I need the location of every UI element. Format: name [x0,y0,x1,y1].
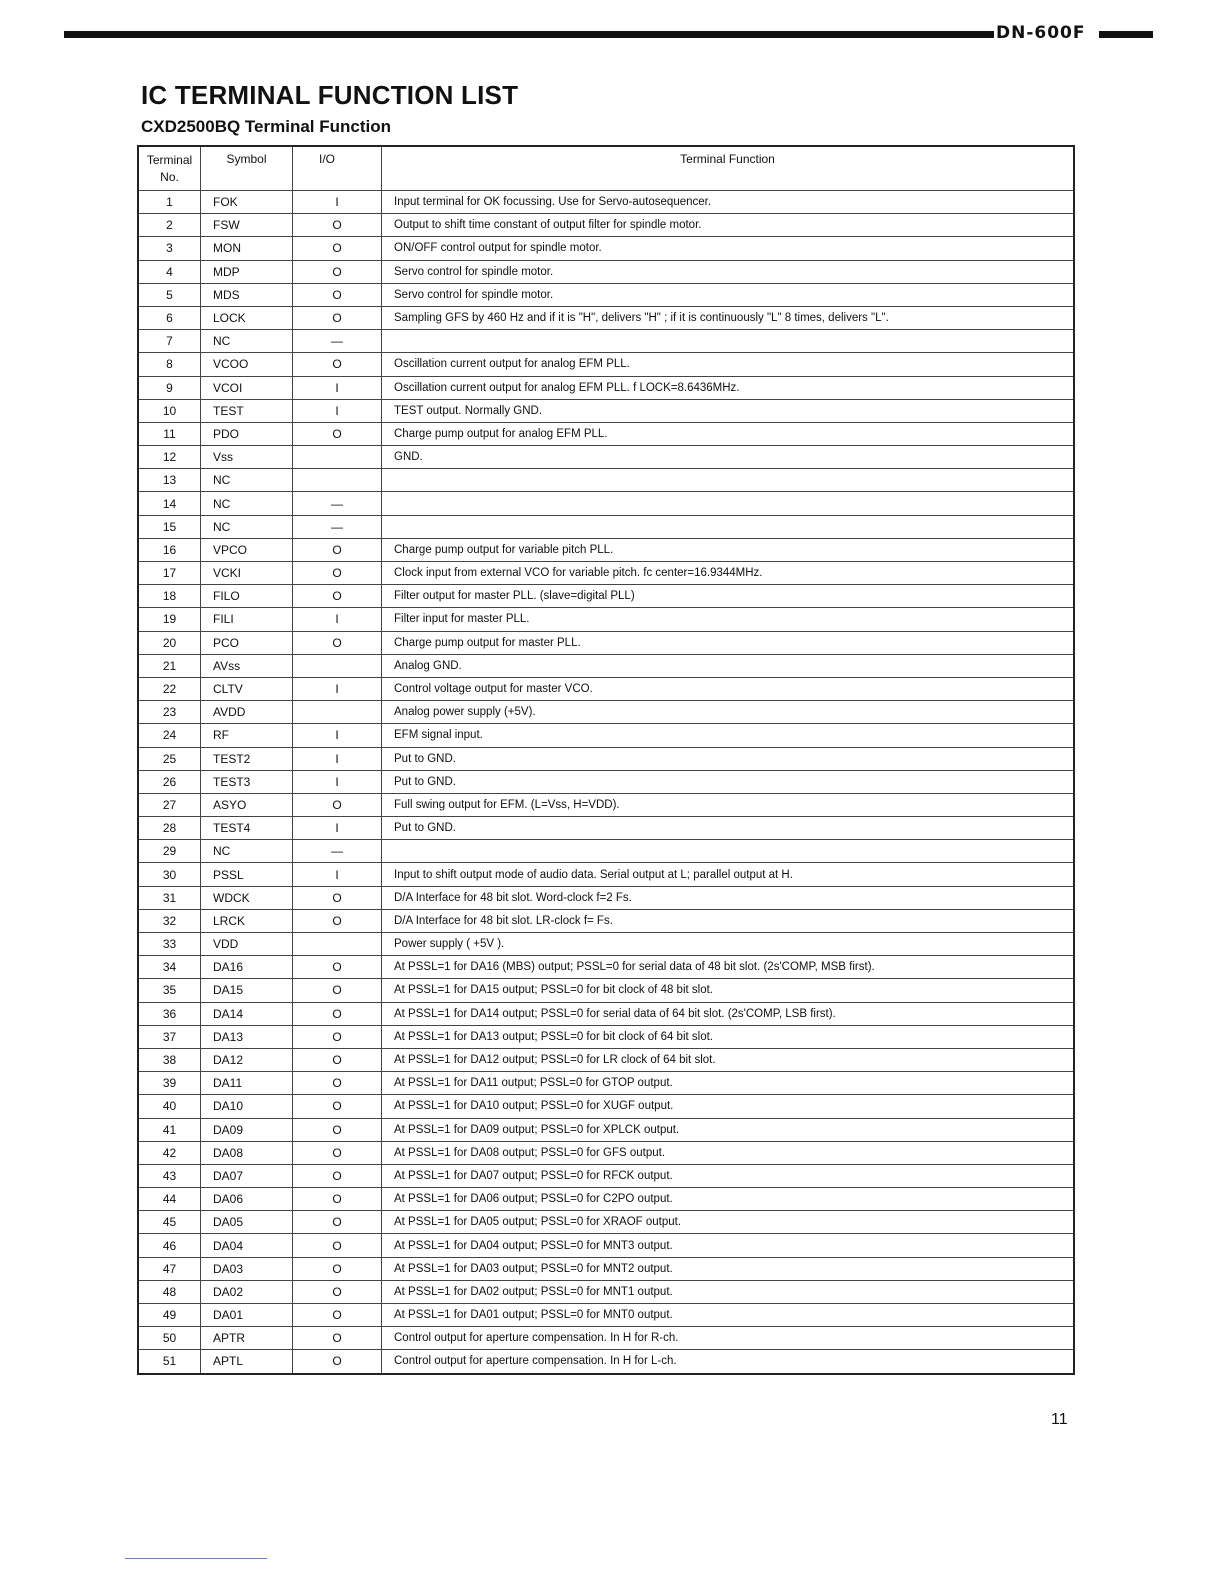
symbol-cell: DA03 [201,1257,293,1280]
table-row [138,747,1074,770]
function-cell: At PSSL=1 for DA09 output; PSSL=0 for XPLCK output. [382,1118,1075,1141]
io-cell: I [293,191,382,214]
io-cell: O [293,1211,382,1234]
terminal-no-cell: 33 [138,933,201,956]
io-cell [293,701,382,724]
io-cell: O [293,1257,382,1280]
terminal-no-cell: 39 [138,1072,201,1095]
symbol-cell: FILI [201,608,293,631]
function-cell: Charge pump output for analog EFM PLL. [382,422,1075,445]
function-cell: Control output for aperture compensation. In H for R-ch. [382,1327,1075,1350]
symbol-cell: DA06 [201,1188,293,1211]
table-row [138,1002,1074,1025]
table-row [138,353,1074,376]
header-rule-end [1099,31,1153,38]
io-cell: O [293,353,382,376]
function-cell: At PSSL=1 for DA16 (MBS) output; PSSL=0 for serial data of 48 bit slot. (2s'COMP, MSB first). [382,956,1075,979]
function-cell: ON/OFF control output for spindle motor. [382,237,1075,260]
terminal-no-cell: 9 [138,376,201,399]
symbol-cell: VDD [201,933,293,956]
table-row [138,283,1074,306]
io-cell: I [293,770,382,793]
terminal-no-cell: 36 [138,1002,201,1025]
io-cell: O [293,956,382,979]
terminal-no-cell: 19 [138,608,201,631]
table-row [138,306,1074,329]
table-row [138,770,1074,793]
io-cell: — [293,515,382,538]
function-cell: At PSSL=1 for DA11 output; PSSL=0 for GTOP output. [382,1072,1075,1095]
function-cell: Control voltage output for master VCO. [382,677,1075,700]
symbol-cell: NC [201,840,293,863]
function-cell: At PSSL=1 for DA04 output; PSSL=0 for MNT3 output. [382,1234,1075,1257]
function-cell: Oscillation current output for analog EFM PLL. f LOCK=8.6436MHz. [382,376,1075,399]
terminal-no-cell: 24 [138,724,201,747]
table-row [138,840,1074,863]
table-row [138,237,1074,260]
symbol-cell: DA07 [201,1164,293,1187]
function-cell: Output to shift time constant of output filter for spindle motor. [382,214,1075,237]
symbol-cell: DA02 [201,1280,293,1303]
table-row [138,422,1074,445]
io-cell: O [293,214,382,237]
table-row [138,654,1074,677]
symbol-cell: FSW [201,214,293,237]
io-cell: I [293,608,382,631]
terminal-no-cell: 5 [138,283,201,306]
symbol-cell: LRCK [201,909,293,932]
io-cell [293,469,382,492]
table-row [138,1072,1074,1095]
function-cell: Filter input for master PLL. [382,608,1075,631]
symbol-cell: RF [201,724,293,747]
function-cell: At PSSL=1 for DA07 output; PSSL=0 for RFCK output. [382,1164,1075,1187]
terminal-no-cell: 13 [138,469,201,492]
table-header-row [138,146,1074,191]
table-row [138,631,1074,654]
page-title: IC TERMINAL FUNCTION LIST [141,80,519,110]
function-cell: Servo control for spindle motor. [382,260,1075,283]
table-row [138,446,1074,469]
page-number: 11 [1051,1411,1068,1428]
terminal-no-cell: 7 [138,330,201,353]
table-row [138,817,1074,840]
io-cell: O [293,1002,382,1025]
table-row [138,608,1074,631]
function-cell: At PSSL=1 for DA03 output; PSSL=0 for MNT2 output. [382,1257,1075,1280]
col-terminal-no-line1: Terminal [146,153,193,167]
io-cell: O [293,1095,382,1118]
io-cell: O [293,1118,382,1141]
table-row [138,1304,1074,1327]
function-cell: Put to GND. [382,747,1075,770]
table-row [138,214,1074,237]
symbol-cell: VPCO [201,538,293,561]
terminal-no-cell: 25 [138,747,201,770]
function-cell [382,330,1075,353]
terminal-no-cell: 26 [138,770,201,793]
io-cell: O [293,538,382,561]
symbol-cell: NC [201,515,293,538]
table-row [138,260,1074,283]
terminal-no-cell: 4 [138,260,201,283]
symbol-cell: DA16 [201,956,293,979]
table-row [138,191,1074,214]
symbol-cell: APTR [201,1327,293,1350]
symbol-cell: NC [201,492,293,515]
io-cell: O [293,1072,382,1095]
symbol-cell: DA13 [201,1025,293,1048]
terminal-no-cell: 30 [138,863,201,886]
table-row [138,1048,1074,1071]
table-row [138,1350,1074,1374]
terminal-no-cell: 21 [138,654,201,677]
function-cell: Power supply ( +5V ). [382,933,1075,956]
symbol-cell: FILO [201,585,293,608]
terminal-no-cell: 51 [138,1350,201,1374]
terminal-no-cell: 50 [138,1327,201,1350]
io-cell: O [293,260,382,283]
table-row [138,863,1074,886]
symbol-cell: VCOO [201,353,293,376]
function-cell: Put to GND. [382,817,1075,840]
io-cell: O [293,1327,382,1350]
terminal-no-cell: 16 [138,538,201,561]
symbol-cell: MDS [201,283,293,306]
terminal-no-cell: 2 [138,214,201,237]
symbol-cell: PDO [201,422,293,445]
table-row [138,1141,1074,1164]
table-row [138,1025,1074,1048]
io-cell: I [293,817,382,840]
terminal-no-cell: 6 [138,306,201,329]
terminal-no-cell: 41 [138,1118,201,1141]
function-cell: EFM signal input. [382,724,1075,747]
terminal-no-cell: 32 [138,909,201,932]
symbol-cell: CLTV [201,677,293,700]
function-cell: Full swing output for EFM. (L=Vss, H=VDD). [382,793,1075,816]
function-cell: Input terminal for OK focussing. Use for Servo-autosequencer. [382,191,1075,214]
symbol-cell: Vss [201,446,293,469]
symbol-cell: TEST [201,399,293,422]
function-cell: At PSSL=1 for DA13 output; PSSL=0 for bit clock of 64 bit slot. [382,1025,1075,1048]
terminal-no-cell: 1 [138,191,201,214]
terminal-no-cell: 31 [138,886,201,909]
terminal-no-cell: 11 [138,422,201,445]
function-cell [382,492,1075,515]
function-cell: Charge pump output for variable pitch PLL. [382,538,1075,561]
symbol-cell: AVss [201,654,293,677]
section-title: CXD2500BQ Terminal Function [141,117,392,136]
terminal-no-cell: 34 [138,956,201,979]
table-row [138,909,1074,932]
symbol-cell: FOK [201,191,293,214]
io-cell: O [293,979,382,1002]
io-cell: O [293,1350,382,1374]
function-cell: At PSSL=1 for DA10 output; PSSL=0 for XUGF output. [382,1095,1075,1118]
terminal-no-cell: 14 [138,492,201,515]
table-row [138,701,1074,724]
table-row [138,562,1074,585]
footer-line [125,1558,267,1559]
io-cell [293,654,382,677]
table-row [138,1118,1074,1141]
symbol-cell: DA08 [201,1141,293,1164]
io-cell: O [293,1304,382,1327]
symbol-cell: DA01 [201,1304,293,1327]
function-cell: Filter output for master PLL. (slave=digital PLL) [382,585,1075,608]
function-cell: At PSSL=1 for DA05 output; PSSL=0 for XRAOF output. [382,1211,1075,1234]
io-cell: — [293,840,382,863]
terminal-no-cell: 22 [138,677,201,700]
terminal-no-cell: 20 [138,631,201,654]
table-row [138,1257,1074,1280]
table-row [138,1327,1074,1350]
symbol-cell: AVDD [201,701,293,724]
io-cell: I [293,724,382,747]
table-row [138,1095,1074,1118]
symbol-cell: DA15 [201,979,293,1002]
table-row [138,376,1074,399]
symbol-cell: DA11 [201,1072,293,1095]
table-row [138,585,1074,608]
symbol-cell: VCKI [201,562,293,585]
table-row [138,1164,1074,1187]
terminal-no-cell: 44 [138,1188,201,1211]
io-cell: O [293,1188,382,1211]
symbol-cell: DA12 [201,1048,293,1071]
terminal-no-cell: 23 [138,701,201,724]
symbol-cell: MDP [201,260,293,283]
terminal-no-cell: 43 [138,1164,201,1187]
terminal-no-cell: 47 [138,1257,201,1280]
io-cell: O [293,1025,382,1048]
function-cell: GND. [382,446,1075,469]
function-cell: At PSSL=1 for DA12 output; PSSL=0 for LR clock of 64 bit slot. [382,1048,1075,1071]
io-cell: O [293,562,382,585]
terminal-no-cell: 10 [138,399,201,422]
function-cell: D/A Interface for 48 bit slot. Word-clock f=2 Fs. [382,886,1075,909]
terminal-no-cell: 40 [138,1095,201,1118]
io-cell: O [293,1164,382,1187]
io-cell: O [293,793,382,816]
symbol-cell: DA05 [201,1211,293,1234]
function-cell: At PSSL=1 for DA08 output; PSSL=0 for GFS output. [382,1141,1075,1164]
terminal-no-cell: 28 [138,817,201,840]
table-row [138,1211,1074,1234]
io-cell: I [293,747,382,770]
io-cell: O [293,306,382,329]
function-cell: At PSSL=1 for DA15 output; PSSL=0 for bit clock of 48 bit slot. [382,979,1075,1002]
table-row [138,399,1074,422]
io-cell: O [293,1141,382,1164]
function-cell: Clock input from external VCO for variable pitch. fc center=16.9344MHz. [382,562,1075,585]
symbol-cell: NC [201,330,293,353]
function-cell: At PSSL=1 for DA06 output; PSSL=0 for C2PO output. [382,1188,1075,1211]
io-cell: O [293,237,382,260]
header-rule [64,31,994,38]
table-row [138,724,1074,747]
table-row [138,1280,1074,1303]
table-row [138,886,1074,909]
io-cell: O [293,886,382,909]
terminal-no-cell: 45 [138,1211,201,1234]
col-io: I/O [293,146,382,191]
terminal-no-cell: 29 [138,840,201,863]
function-cell: Control output for aperture compensation. In H for L-ch. [382,1350,1075,1374]
io-cell: I [293,863,382,886]
symbol-cell: DA04 [201,1234,293,1257]
terminal-no-cell: 49 [138,1304,201,1327]
model-name: DN-600F [996,23,1086,43]
function-cell [382,469,1075,492]
symbol-cell: DA10 [201,1095,293,1118]
col-terminal-no [138,146,201,191]
terminal-no-cell: 48 [138,1280,201,1303]
terminal-no-cell: 27 [138,793,201,816]
symbol-cell: APTL [201,1350,293,1374]
symbol-cell: LOCK [201,306,293,329]
io-cell: I [293,677,382,700]
function-cell: Charge pump output for master PLL. [382,631,1075,654]
function-cell: TEST output. Normally GND. [382,399,1075,422]
table-row [138,1188,1074,1211]
terminal-no-cell: 35 [138,979,201,1002]
terminal-no-cell: 17 [138,562,201,585]
function-cell: At PSSL=1 for DA01 output; PSSL=0 for MNT0 output. [382,1304,1075,1327]
table-row [138,956,1074,979]
terminal-no-cell: 18 [138,585,201,608]
io-cell: — [293,492,382,515]
table-row [138,933,1074,956]
io-cell: O [293,631,382,654]
io-cell: — [293,330,382,353]
symbol-cell: DA14 [201,1002,293,1025]
table-row [138,538,1074,561]
function-cell: At PSSL=1 for DA02 output; PSSL=0 for MNT1 output. [382,1280,1075,1303]
function-cell: Put to GND. [382,770,1075,793]
io-cell [293,933,382,956]
function-cell: Analog GND. [382,654,1075,677]
table-row [138,979,1074,1002]
io-cell [293,446,382,469]
symbol-cell: VCOI [201,376,293,399]
terminal-no-cell: 3 [138,237,201,260]
terminal-no-cell: 15 [138,515,201,538]
table-row [138,330,1074,353]
symbol-cell: NC [201,469,293,492]
function-cell [382,515,1075,538]
io-cell: I [293,376,382,399]
symbol-cell: PCO [201,631,293,654]
function-cell [382,840,1075,863]
table-row [138,469,1074,492]
function-cell: D/A Interface for 48 bit slot. LR-clock f= Fs. [382,909,1075,932]
symbol-cell: PSSL [201,863,293,886]
io-cell: I [293,399,382,422]
col-terminal-no-line2: No. [160,170,179,184]
function-cell: Analog power supply (+5V). [382,701,1075,724]
table-row [138,492,1074,515]
table-row [138,1234,1074,1257]
symbol-cell: TEST4 [201,817,293,840]
io-cell: O [293,1048,382,1071]
table-row [138,677,1074,700]
terminal-function-table [137,145,1075,1375]
symbol-cell: WDCK [201,886,293,909]
table-row [138,515,1074,538]
io-cell: O [293,1280,382,1303]
symbol-cell: TEST3 [201,770,293,793]
terminal-no-cell: 12 [138,446,201,469]
function-cell: Servo control for spindle motor. [382,283,1075,306]
terminal-no-cell: 42 [138,1141,201,1164]
io-cell: O [293,1234,382,1257]
terminal-no-cell: 46 [138,1234,201,1257]
function-cell: Sampling GFS by 460 Hz and if it is "H", delivers "H" ; if it is continuously "L" 8 times, delivers "L". [382,306,1075,329]
table-row [138,793,1074,816]
io-cell: O [293,283,382,306]
io-cell: O [293,909,382,932]
symbol-cell: ASYO [201,793,293,816]
function-cell: At PSSL=1 for DA14 output; PSSL=0 for serial data of 64 bit slot. (2s'COMP, LSB first). [382,1002,1075,1025]
col-symbol: Symbol [201,146,293,191]
terminal-no-cell: 8 [138,353,201,376]
function-cell: Input to shift output mode of audio data. Serial output at L; parallel output at H. [382,863,1075,886]
symbol-cell: MON [201,237,293,260]
terminal-no-cell: 37 [138,1025,201,1048]
terminal-no-cell: 38 [138,1048,201,1071]
symbol-cell: DA09 [201,1118,293,1141]
function-cell: Oscillation current output for analog EFM PLL. [382,353,1075,376]
symbol-cell: TEST2 [201,747,293,770]
io-cell: O [293,422,382,445]
col-function: Terminal Function [382,146,1075,191]
io-cell: O [293,585,382,608]
